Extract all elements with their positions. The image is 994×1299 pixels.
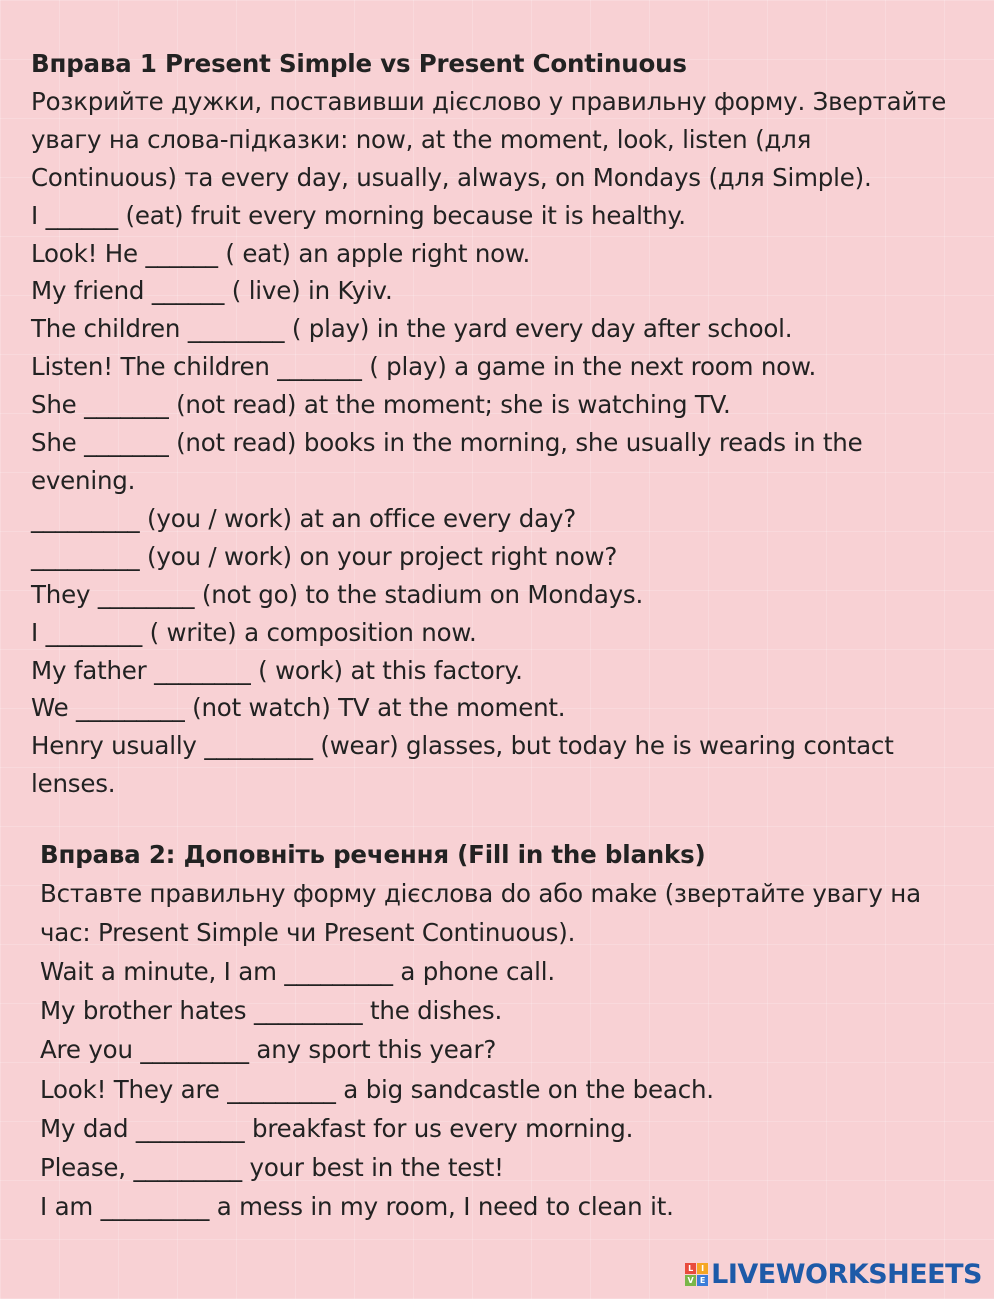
exercise-2-sentence: I am _________ a mess in my room, I need to clean it. bbox=[40, 1191, 674, 1221]
exercise-2-sentence: Look! They are _________ a big sandcastle on the beach. bbox=[40, 1074, 714, 1104]
exercise-1-sentence: _________ (you / work) at an office every day? bbox=[31, 503, 577, 533]
logo-cube: L bbox=[685, 1263, 696, 1274]
exercise-1-title: Вправа 1 Present Simple vs Present Continuous bbox=[31, 49, 687, 78]
exercise-1-sentence: She _______ (not read) at the moment; she is watching TV. bbox=[31, 390, 731, 420]
exercise-1-sentence: lenses. bbox=[31, 769, 116, 799]
logo-text: LIVEWORKSHEETS bbox=[711, 1258, 982, 1290]
logo-cubes-icon bbox=[685, 1263, 708, 1286]
exercise-1-instruction-line: увагу на слова-підказки: now, at the moment, look, listen (для bbox=[31, 124, 812, 154]
exercise-1-sentence: I ______ (eat) fruit every morning because it is healthy. bbox=[31, 200, 686, 230]
logo-cube: I bbox=[697, 1263, 708, 1274]
exercise-1-instruction-line: Розкрийте дужки, поставивши дієслово у правильну форму. Звертайте bbox=[31, 86, 947, 116]
exercise-1-section bbox=[31, 45, 961, 803]
exercise-1-sentence: evening. bbox=[31, 465, 136, 495]
exercise-2-sentence: Are you _________ any sport this year? bbox=[40, 1035, 497, 1065]
exercise-1-sentence: They ________ (not go) to the stadium on Mondays. bbox=[31, 579, 644, 609]
exercise-2-sentence: My brother hates _________ the dishes. bbox=[40, 996, 503, 1026]
exercise-1-sentence: I ________ ( write) a composition now. bbox=[31, 617, 477, 647]
exercise-1-sentence: The children ________ ( play) in the yard every day after school. bbox=[31, 314, 793, 344]
exercise-2-sentence: Please, _________ your best in the test! bbox=[40, 1152, 504, 1182]
liveworksheets-logo[interactable] bbox=[685, 1259, 982, 1289]
exercise-1-sentence: Henry usually _________ (wear) glasses, but today he is wearing contact bbox=[31, 731, 894, 761]
exercise-2-instruction-line: Вставте правильну форму дієслова do або make (звертайте увагу на bbox=[40, 879, 921, 909]
exercise-1-sentence: We _________ (not watch) TV at the moment. bbox=[31, 693, 566, 723]
exercise-1-sentence: My friend ______ ( live) in Kyiv. bbox=[31, 276, 393, 306]
exercise-1-sentence: Look! He ______ ( eat) an apple right now. bbox=[31, 238, 531, 268]
logo-cube: E bbox=[697, 1275, 708, 1286]
exercise-2-section bbox=[40, 835, 970, 1226]
exercise-1-sentence: She _______ (not read) books in the morning, she usually reads in the bbox=[31, 428, 863, 458]
exercise-2-sentence: My dad _________ breakfast for us every morning. bbox=[40, 1113, 634, 1143]
exercise-1-instruction-line: Continuous) та every day, usually, always, on Mondays (для Simple). bbox=[31, 162, 872, 192]
logo-cube: V bbox=[685, 1275, 696, 1286]
exercise-2-sentence: Wait a minute, I am _________ a phone call. bbox=[40, 957, 555, 987]
exercise-1-sentence: _________ (you / work) on your project right now? bbox=[31, 541, 618, 571]
exercise-2-title: Вправа 2: Доповніть речення (Fill in the blanks) bbox=[40, 840, 706, 869]
exercise-1-sentence: My father ________ ( work) at this factory. bbox=[31, 655, 523, 685]
exercise-2-instruction-line: час: Present Simple чи Present Continuous). bbox=[40, 918, 576, 948]
exercise-1-sentence: Listen! The children _______ ( play) a game in the next room now. bbox=[31, 352, 817, 382]
